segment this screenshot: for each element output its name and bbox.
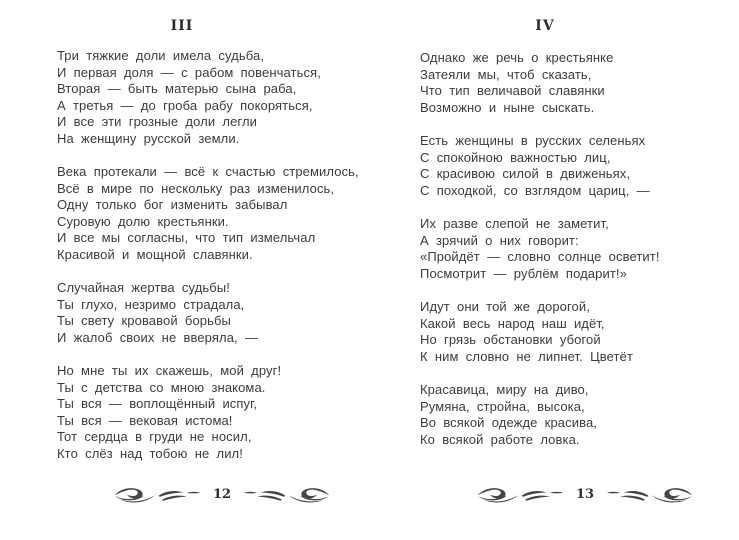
poem-stanza xyxy=(420,299,739,365)
poem-line: Затеяли мы, чтоб сказать, xyxy=(420,66,592,82)
poem-line: Ты вся — вековая истома! xyxy=(57,412,233,428)
page-footer-right xyxy=(420,483,739,509)
poem-line: Возможно и ныне сыскать. xyxy=(420,99,595,115)
poem-line: Тот сердца в груди не носил, xyxy=(57,429,252,444)
poem-stanza xyxy=(420,382,739,448)
poem-line: Вторая — быть матерью сына раба, xyxy=(57,81,297,96)
page-number: 12 xyxy=(212,486,232,502)
poem-line: Красивой и мощной славянки. xyxy=(57,246,253,262)
poem-stanza xyxy=(420,216,739,282)
section-heading-left: III xyxy=(170,18,194,34)
poem-line: Века протекали — всё к счастью стремилось, xyxy=(57,164,359,179)
poem-line: А третья — до гроба рабу покоряться, xyxy=(57,97,313,113)
poem-line: Случайная жертва судьбы! xyxy=(57,280,230,295)
poem-line: Одну только бог изменить забывал xyxy=(57,197,288,212)
poem-stanza xyxy=(420,50,739,116)
flourish-right-icon xyxy=(243,486,331,506)
flourish-left-icon xyxy=(476,486,564,506)
poem-stanza xyxy=(420,133,739,199)
poem-line: Но мне ты их скажешь, мой друг! xyxy=(57,363,282,378)
poem-stanza xyxy=(57,164,387,263)
poem-line: И жалоб своих не вверяла, — xyxy=(57,329,259,345)
poem-line: Что тип величавой славянки xyxy=(420,83,605,98)
poem-line: «Пройдёт — словно солнце осветит! xyxy=(420,249,660,264)
poem-line: Красавица, миру на диво, xyxy=(420,382,589,397)
poem-line: Какой весь народ наш идёт, xyxy=(420,315,605,331)
poem-line: К ним словно не липнет. Цветёт xyxy=(420,348,633,364)
page-left xyxy=(57,0,387,540)
poem-line: Есть женщины в русских селеньях xyxy=(420,133,646,148)
poem-line: Идут они той же дорогой, xyxy=(420,299,590,314)
poem-line: Кто слёз над тобою не лил! xyxy=(57,445,243,461)
page-footer-left xyxy=(57,483,387,509)
section-heading-right: IV xyxy=(535,18,555,34)
poem-line: Посмотрит — рублём подарит!» xyxy=(420,265,627,281)
page-right xyxy=(420,0,739,540)
poem-line: С спокойною важностью лиц, xyxy=(420,149,611,165)
poem-line: И все эти грозные доли легли xyxy=(57,114,258,129)
poem-line: Ты свету кровавой борьбы xyxy=(57,313,231,328)
page-number: 13 xyxy=(575,486,595,502)
poem-line: Однако же речь о крестьянке xyxy=(420,50,614,65)
poem-line: Три тяжкие доли имела судьба, xyxy=(57,48,265,63)
poem-line: На женщину русской земли. xyxy=(57,130,240,146)
flourish-left-icon xyxy=(113,486,201,506)
poem-line: Ко всякой работе ловка. xyxy=(420,431,580,447)
poem-line: Ты вся — воплощённый испуг, xyxy=(57,396,258,411)
poem-stanza xyxy=(57,48,387,147)
poem-line: Но грязь обстановки убогой xyxy=(420,332,601,347)
poem-line: Ты с детства со мною знакома. xyxy=(57,379,266,395)
poem-line: С красивою силой в движеньях, xyxy=(420,166,631,181)
poem-line: А зрячий о них говорит: xyxy=(420,232,579,248)
poem-line: Во всякой одежде красива, xyxy=(420,415,597,430)
flourish-right-icon xyxy=(606,486,694,506)
poem-line: Всё в мире по нескольку раз изменилось, xyxy=(57,180,335,196)
poem-line: И первая доля — с рабом повенчаться, xyxy=(57,64,321,80)
poem-stanza xyxy=(57,363,387,462)
poem-line: С походкой, со взглядом цариц, — xyxy=(420,182,650,198)
poem-line: Суровую долю крестьянки. xyxy=(57,213,229,229)
poem-line: Ты глухо, незримо страдала, xyxy=(57,296,245,312)
poem-line: Их разве слепой не заметит, xyxy=(420,216,609,231)
poem-line: Румяна, стройна, высока, xyxy=(420,398,585,414)
poem-line: И все мы согласны, что тип измельчал xyxy=(57,230,316,245)
poem-stanza xyxy=(57,280,387,346)
